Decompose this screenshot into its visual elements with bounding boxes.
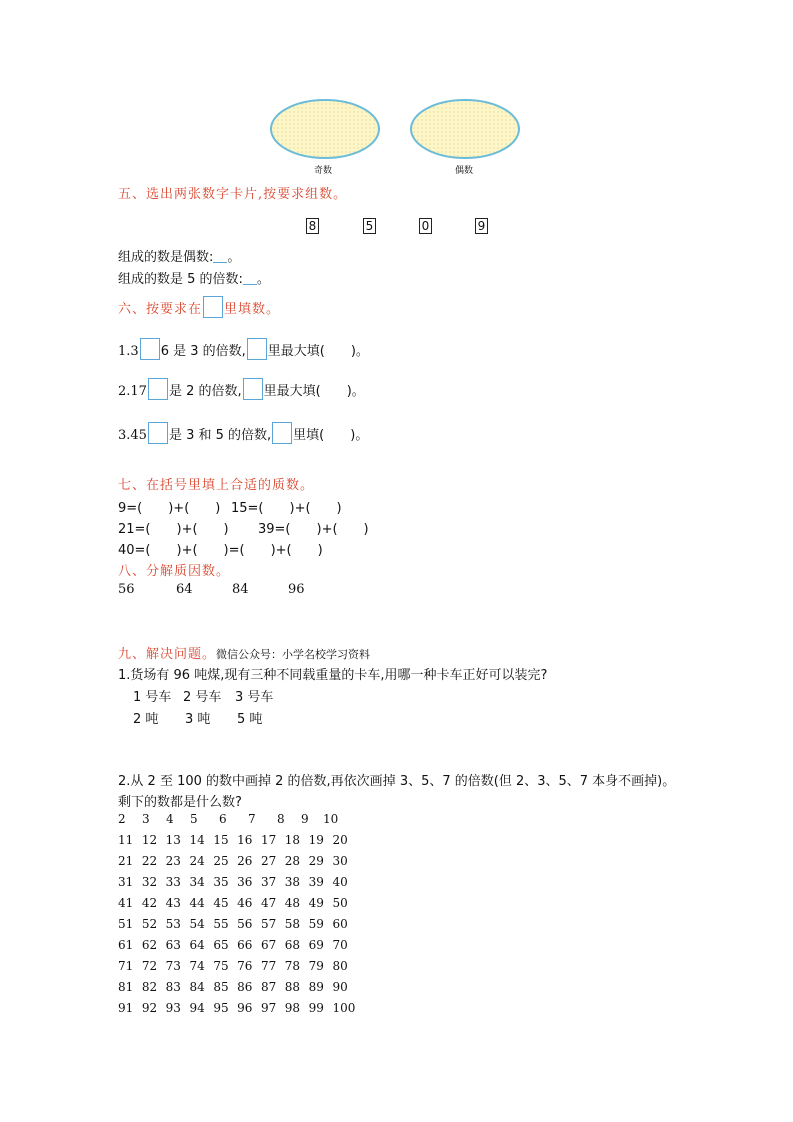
grid-number: 51 [118,917,134,931]
answer-blank[interactable] [243,272,257,285]
prime-eq-40: 40=( )+( )=( )+( ) [118,543,323,558]
grid-number: 31 [118,875,134,889]
grid-row-10 [118,1001,356,1022]
grid-number: 32 [141,875,158,889]
grid-number: 70 [332,938,348,952]
prime-eq-9: 9=( )+( ) [118,501,221,516]
grid-number: 13 [165,833,181,847]
grid-number: 30 [332,854,348,868]
grid-number: 86 [237,980,253,994]
factor-number: 56 [118,582,135,597]
even-oval [411,100,519,158]
grid-number: 73 [165,959,181,973]
grid-number: 71 [118,959,134,973]
grid-row-1 [118,812,352,833]
grid-number: 82 [141,980,158,994]
odd-oval [271,100,379,158]
prime-eq-39: 39=( )+( ) [258,522,369,537]
grid-number: 75 [213,959,229,973]
grid-number: 40 [332,875,348,889]
box-icon [272,422,292,444]
grid-row-9 [118,980,352,1001]
grid-number: 41 [118,896,134,910]
grid-number: 11 [118,833,134,847]
section-7-title: 七、在括号里填上合适的质数。 [118,478,315,493]
grid-number: 37 [260,875,277,889]
number-grid [118,812,356,1022]
grid-number: 46 [237,896,253,910]
grid-number: 20 [332,833,348,847]
fill-box[interactable] [148,378,168,400]
grid-number: 92 [141,1001,158,1015]
grid-number: 35 [213,875,229,889]
problem-1: 1.货场有 96 吨煤,现有三种不同载重量的卡车,用哪一种卡车正好可以装完? [118,668,548,683]
grid-number: 78 [284,959,301,973]
grid-number: 95 [213,1001,229,1015]
grid-row-6 [118,917,352,938]
grid-number: 83 [165,980,181,994]
grid-number: 3 [142,812,150,826]
digit-card: 5 [363,215,376,234]
grid-number: 21 [118,854,134,868]
grid-number: 96 [237,1001,253,1015]
grid-number: 6 [219,812,227,826]
grid-number: 90 [332,980,348,994]
grid-row-2 [118,833,352,854]
grid-number: 2 [118,812,126,826]
wechat-note: 微信公众号：小学名校学习资料 [216,648,371,661]
grid-number: 87 [260,980,277,994]
box-icon [247,338,267,360]
grid-number: 33 [165,875,181,889]
grid-number: 15 [213,833,229,847]
grid-number: 50 [332,896,348,910]
grid-number: 97 [260,1001,277,1015]
factor-number: 96 [288,582,305,597]
grid-number: 26 [237,854,253,868]
odd-label: 奇数 [314,166,333,176]
grid-row-7 [118,938,352,959]
grid-number: 60 [332,917,348,931]
grid-row-3 [118,854,352,875]
grid-number: 80 [332,959,348,973]
grid-number: 61 [118,938,134,952]
grid-number: 69 [308,938,324,952]
even-label: 偶数 [455,166,474,176]
grid-number: 98 [284,1001,301,1015]
grid-number: 100 [332,1001,356,1015]
grid-number: 49 [308,896,324,910]
question-6-3: 3.45 是 3 和 5 的倍数, 里填( )。 [118,422,368,444]
grid-row-4 [118,875,352,896]
grid-number: 99 [308,1001,324,1015]
grid-number: 22 [141,854,158,868]
fill-box[interactable] [148,422,168,444]
odd-even-ovals [268,98,528,162]
digit-card: 0 [419,215,432,234]
problem-2-line-1: 2.从 2 至 100 的数中画掉 2 的倍数,再依次画掉 3、5、7 的倍数(但 2、3、5、7 本身不画掉)。 [118,774,676,789]
grid-number: 67 [260,938,277,952]
section-9-title: 九、解决问题。 [118,647,217,662]
grid-number: 94 [189,1001,205,1015]
box-icon [243,378,263,400]
grid-row-8 [118,959,352,980]
grid-number: 8 [277,812,285,826]
grid-number: 10 [323,812,339,826]
grid-row-5 [118,896,352,917]
grid-number: 4 [166,812,174,826]
grid-number: 14 [189,833,205,847]
grid-number: 7 [248,812,256,826]
grid-number: 56 [237,917,253,931]
fill-box[interactable] [140,338,160,360]
grid-number: 38 [284,875,301,889]
truck-list: 1 号车 2 号车 3 号车 [133,690,274,705]
box-icon [203,296,223,318]
grid-number: 25 [213,854,229,868]
grid-number: 63 [165,938,181,952]
grid-number: 77 [260,959,277,973]
question-6-2: 2.17 是 2 的倍数, 里最大填( )。 [118,378,365,400]
problem-2-line-2: 剩下的数都是什么数? [118,795,242,810]
grid-number: 34 [189,875,205,889]
digit-card: 8 [306,215,319,234]
grid-number: 54 [189,917,205,931]
grid-number: 39 [308,875,324,889]
section-5-title: 五、选出两张数字卡片,按要求组数。 [118,187,348,202]
grid-number: 64 [189,938,205,952]
grid-number: 18 [284,833,301,847]
grid-number: 57 [260,917,277,931]
grid-number: 89 [308,980,324,994]
grid-number: 43 [165,896,181,910]
grid-number: 42 [141,896,158,910]
grid-number: 91 [118,1001,134,1015]
grid-number: 29 [308,854,324,868]
answer-blank[interactable] [213,250,227,263]
question-6-1: 1.3 6 是 3 的倍数, 里最大填( )。 [118,338,369,360]
factor-number: 84 [232,582,249,597]
grid-number: 93 [165,1001,181,1015]
grid-number: 45 [213,896,229,910]
digit-card: 9 [475,215,488,234]
grid-number: 36 [237,875,253,889]
grid-number: 58 [284,917,301,931]
grid-number: 47 [260,896,277,910]
grid-number: 74 [189,959,205,973]
grid-number: 66 [237,938,253,952]
grid-number: 27 [260,854,277,868]
grid-number: 23 [165,854,181,868]
grid-number: 76 [237,959,253,973]
grid-number: 44 [189,896,205,910]
grid-number: 17 [260,833,277,847]
factor-number: 64 [176,582,193,597]
grid-number: 84 [189,980,205,994]
grid-number: 88 [284,980,301,994]
grid-number: 68 [284,938,301,952]
section-6-title: 六、按要求在 里填数。 [118,296,280,318]
question-multiple-5: 组成的数是 5 的倍数: 。 [118,272,270,287]
grid-number: 9 [301,812,309,826]
grid-number: 85 [213,980,229,994]
grid-number: 72 [141,959,158,973]
grid-number: 12 [141,833,158,847]
grid-number: 52 [141,917,158,931]
grid-number: 65 [213,938,229,952]
grid-number: 19 [308,833,324,847]
question-even: 组成的数是偶数: 。 [118,250,241,265]
section-8-title: 八、分解质因数。 [118,564,231,579]
grid-number: 28 [284,854,301,868]
grid-number: 81 [118,980,134,994]
prime-eq-15: 15=( )+( ) [231,501,342,516]
grid-number: 48 [284,896,301,910]
grid-number: 62 [141,938,158,952]
grid-number: 5 [190,812,198,826]
grid-number: 24 [189,854,205,868]
grid-number: 59 [308,917,324,931]
load-list: 2 吨 3 吨 5 吨 [133,712,263,727]
grid-number: 55 [213,917,229,931]
prime-eq-21: 21=( )+( ) [118,522,229,537]
grid-number: 79 [308,959,324,973]
grid-number: 16 [237,833,253,847]
section-9-header [118,643,370,662]
grid-number: 53 [165,917,181,931]
